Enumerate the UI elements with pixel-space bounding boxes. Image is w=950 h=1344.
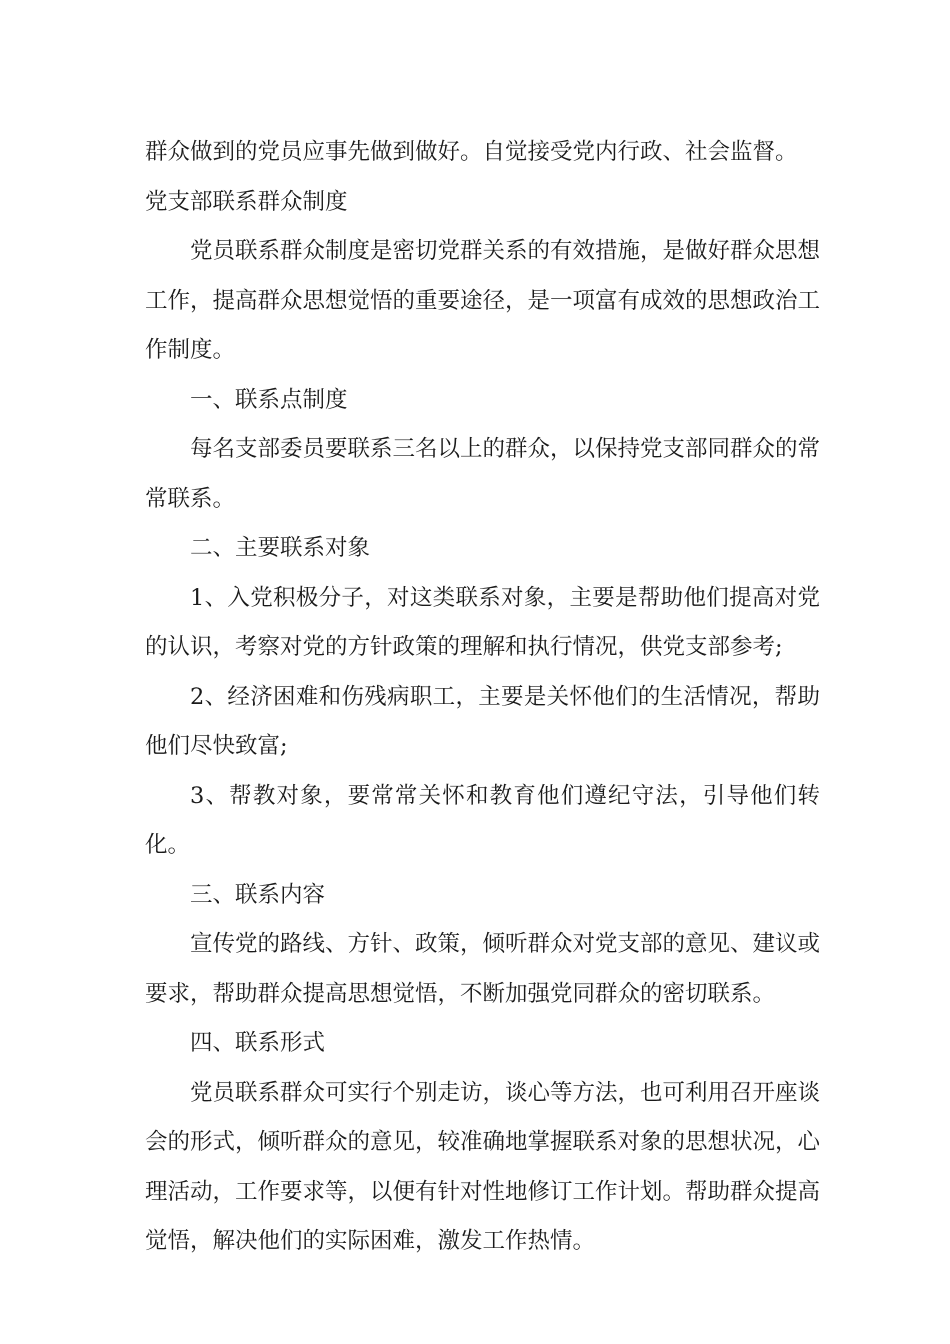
paragraph-contact-content: 宣传党的路线、方针、政策，倾听群众对党支部的意见、建议或要求，帮助群众提高思想觉悟，不断加强党同群众的密切联系。 [145, 931, 821, 1007]
heading-4: 四、联系形式 [190, 1030, 326, 1056]
section-title: 党支部联系群众制度 [145, 188, 348, 215]
list-item-2: 2、经济困难和伤残病职工，主要是关怀他们的生活情况，帮助他们尽快致富; [145, 683, 820, 759]
list-item-1: 1、入党积极分子，对这类联系对象，主要是帮助他们提高对党的认识，考察对党的方针政策的理解和执行情况，供党支部参考; [145, 584, 820, 660]
paragraph-intro: 党员联系群众制度是密切党群关系的有效措施，是做好群众思想工作，提高群众思想觉悟的重要途径，是一项富有成效的思想政治工作制度。 [145, 238, 821, 363]
document-body [145, 128, 820, 1267]
list-item-3: 3、帮教对象，要常常关怀和教育他们遵纪守法，引导他们转化。 [145, 782, 820, 858]
heading-3: 三、联系内容 [190, 881, 326, 908]
heading-1: 一、联系点制度 [190, 386, 348, 413]
paragraph-continuation: 群众做到的党员应事先做到做好。自觉接受党内行政、社会监督。 [145, 139, 798, 165]
paragraph-contact-point: 每名支部委员要联系三名以上的群众，以保持党支部同群众的常常联系。 [145, 436, 821, 512]
heading-2: 二、主要联系对象 [190, 535, 371, 561]
paragraph-contact-form: 党员联系群众可实行个别走访，谈心等方法，也可利用召开座谈会的形式，倾听群众的意见，较准确地掌握联系对象的思想状况，心理活动，工作要求等，以便有针对性地修订工作计划。帮助群众提高觉悟，解决他们的实际困难，激发工作热情。 [145, 1079, 821, 1254]
